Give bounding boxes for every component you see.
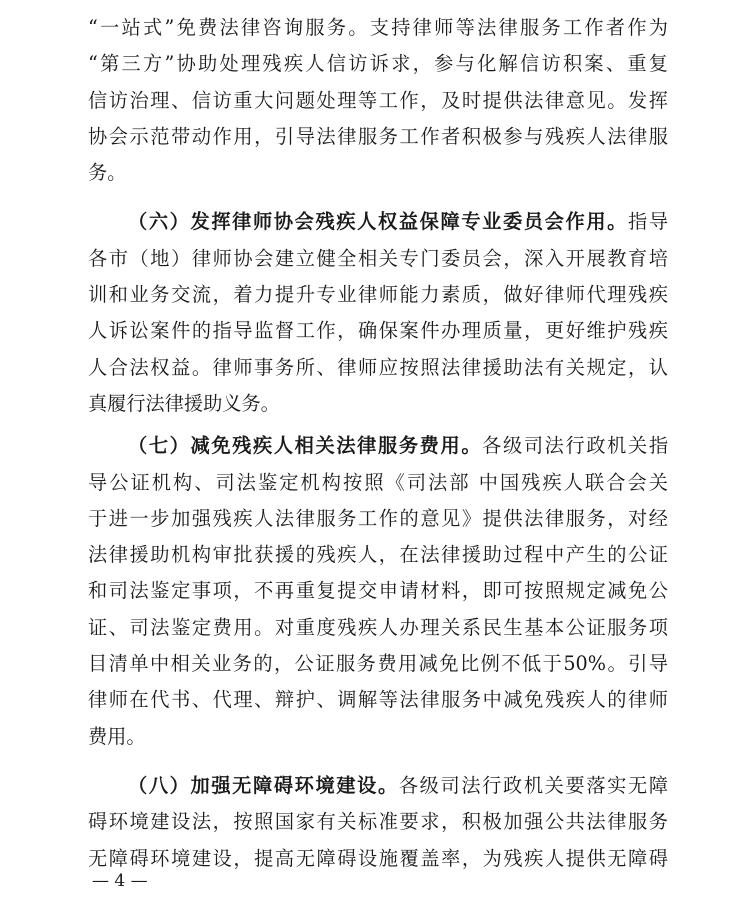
text-line: 协会示范带动作用，引导法律服务工作者积极参与残疾人法律服 [88, 124, 668, 148]
text-line: “第三方”协助处理残疾人信访诉求，参与化解信访积案、重复 [88, 52, 668, 76]
text-line: “一站式”免费法律咨询服务。支持律师等法律服务工作者作为 [88, 16, 668, 39]
section-heading: （六）发挥律师协会残疾人权益保障专业委员会作用。 [128, 210, 628, 234]
text-line [88, 428, 668, 464]
text-fragment: 各级司法行政机关指 [482, 434, 668, 458]
text-line [88, 204, 668, 240]
text-line: 训和业务交流，着力提升专业律师能力素质，做好律师代理残疾 [88, 283, 668, 307]
text-line: 法律援助机构审批获援的残疾人，在法律援助过程中产生的公证 [88, 543, 668, 567]
page-number: — 4 — [92, 871, 148, 891]
text-line: 证、司法鉴定费用。对重度残疾人办理关系民生基本公证服务项 [88, 615, 668, 639]
section-heading: （七）减免残疾人相关法律服务费用。 [128, 434, 483, 458]
text-line: 人合法权益。律师事务所、律师应按照法律援助法有关规定，认 [88, 355, 668, 379]
paragraph-section-7 [88, 428, 668, 755]
text-line: 律师在代书、代理、辩护、调解等法律服务中减免残疾人的律师 [88, 688, 668, 712]
text-line: 务。 [88, 161, 127, 185]
text-line [88, 768, 668, 804]
text-line: 人诉讼案件的指导监督工作，确保案件办理质量，更好维护残疾 [88, 319, 668, 343]
document-page [88, 10, 668, 877]
text-line: 导公证机构、司法鉴定机构按照《司法部 中国残疾人联合会关 [88, 470, 668, 494]
text-line: 碍环境建设法，按照国家有关标准要求，积极加强公共法律服务 [88, 810, 668, 834]
text-line: 各市（地）律师协会建立健全相关专门委员会，深入开展教育培 [88, 246, 668, 270]
text-line: 和司法鉴定事项，不再重复提交申请材料，即可按照规定减免公 [88, 579, 668, 603]
paragraph-gap [88, 191, 668, 204]
text-line: 真履行法律援助义务。 [88, 391, 280, 415]
text-line: 信访治理、信访重大问题处理等工作，及时提供法律意见。发挥 [88, 88, 668, 112]
section-heading: （八）加强无障碍环境建设。 [128, 773, 399, 797]
text-line: 无障碍环境建设，提高无障碍设施覆盖率，为残疾人提供无障碍 [88, 846, 668, 870]
paragraph-section-8 [88, 768, 668, 877]
paragraph-gap [88, 755, 668, 768]
text-fragment: 指导 [627, 210, 668, 234]
text-line: 费用。 [88, 724, 146, 748]
text-line: 于进一步加强残疾人法律服务工作的意见》提供法律服务，对经 [88, 506, 668, 530]
paragraph-section-6 [88, 204, 668, 422]
text-fragment: 各级司法行政机关要落实无障 [398, 773, 668, 797]
paragraph-continuation [88, 10, 668, 191]
text-line: 目清单中相关业务的，公证服务费用减免比例不低于50%。引导 [88, 652, 668, 676]
